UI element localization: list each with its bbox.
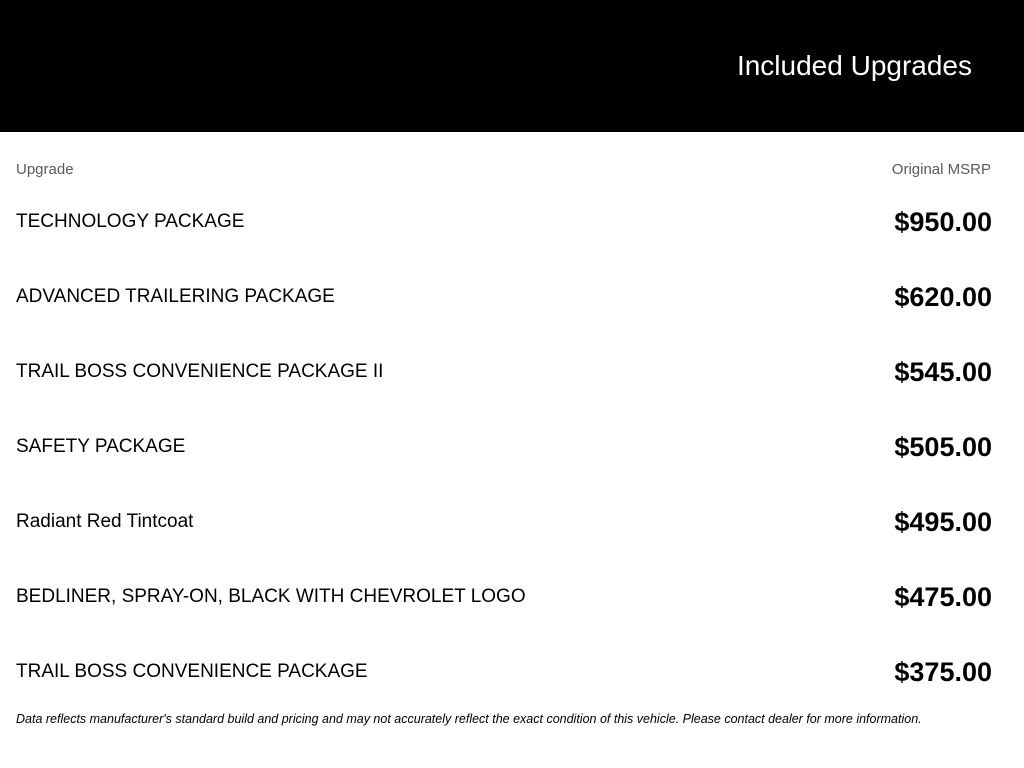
header-banner — [0, 0, 1024, 132]
upgrade-price: $495.00 — [894, 507, 992, 537]
upgrade-price: $950.00 — [894, 207, 992, 237]
upgrade-name: TRAIL BOSS CONVENIENCE PACKAGE II — [16, 361, 384, 382]
table-row — [0, 358, 1024, 433]
upgrade-name: TECHNOLOGY PACKAGE — [16, 211, 245, 232]
upgrade-name: ADVANCED TRAILERING PACKAGE — [16, 286, 335, 307]
page-title: Included Upgrades — [736, 50, 972, 81]
table-row — [0, 508, 1024, 583]
table-row — [0, 208, 1024, 283]
upgrade-name: Radiant Red Tintcoat — [16, 511, 194, 532]
upgrade-name: BEDLINER, SPRAY-ON, BLACK WITH CHEVROLET LOGO — [16, 586, 526, 607]
table-row — [0, 583, 1024, 658]
table-row — [0, 433, 1024, 508]
upgrade-price: $475.00 — [894, 582, 992, 612]
column-header-upgrade: Upgrade — [16, 161, 74, 178]
upgrade-name: SAFETY PACKAGE — [16, 436, 186, 457]
table-row — [0, 283, 1024, 358]
upgrade-price: $375.00 — [894, 657, 992, 687]
upgrade-price: $545.00 — [894, 357, 992, 387]
column-header-msrp: Original MSRP — [891, 161, 991, 178]
upgrade-price: $505.00 — [894, 432, 992, 462]
upgrades-table — [0, 132, 1024, 733]
table-header-row — [0, 132, 1024, 208]
upgrade-price: $620.00 — [894, 282, 992, 312]
disclaimer-text: Data reflects manufacturer's standard build and pricing and may not accurately reflect the exact condition of this vehicle. Please contact dealer for more information. — [16, 712, 922, 726]
upgrade-name: TRAIL BOSS CONVENIENCE PACKAGE — [16, 661, 368, 682]
